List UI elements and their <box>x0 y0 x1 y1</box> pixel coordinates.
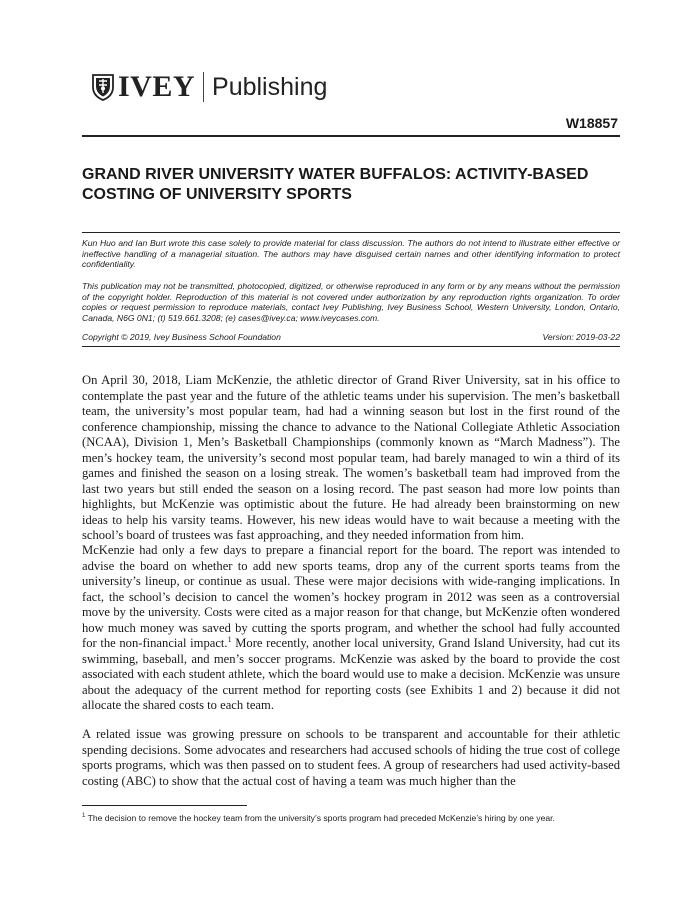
header-rule <box>82 135 620 137</box>
brand-name: IVEY <box>118 70 196 103</box>
logo-divider <box>203 72 204 102</box>
version-text: Version: 2019-03-22 <box>542 332 620 342</box>
footnote <box>82 813 622 823</box>
ivey-publishing-logo <box>92 70 327 104</box>
body-paragraph-3: A related issue was growing pressure on schools to be transparent and accountable for their athletic spending decisions. Some advocates and researchers had accused schools of hiding the true cost of college sports programs, which was then passed on to student fees. A group of researchers had used activity-based costing (ABC) to show that the actual cost of having a team was much higher than the <box>82 727 620 788</box>
disclaimer-bottom-rule <box>82 346 620 347</box>
body-paragraph-1: On April 30, 2018, Liam McKenzie, the athletic director of Grand River University, sat in his office to contemplate the past year and the future of the athletic teams under his supervision. The men’s basketball team, the university’s most popular team, had had a winning season but lost in the first round of the conference championship, missing the chance to advance to the National Collegiate Athletic Association (NCAA), Division 1, Men’s Basketball Championships (commonly known as “March Madness”). The men’s hockey team, the university’s second most popular team, had barely managed to win a third of its games and finished the season on a losing streak. The women’s basketball team had improved from the last two years but still ended the season on a losing record. The past season had more low points than highlights, but McKenzie was optimistic about the future. He had already been brainstorming on new ideas to help his varsity teams. However, his new ideas would have to wait because a meeting with the school’s board of trustees was fast approaching, and they needed information from him. <box>82 373 620 542</box>
disclaimer-top-rule <box>82 232 620 233</box>
permissions-notice: This publication may not be transmitted, photocopied, digitized, or otherwise reproduced in any form or by any means without the permission of the copyright holder. Reproduction of this material is not covered under authorization by any reproduction rights organization. To order copies or request permission to reproduce materials, contact Ivey Publishing, Ivey Business School, Western University, London, Ontario, Canada, N6G 0N1; (t) 519.661.3208; (e) cases@ivey.ca; www.iveycases.com. <box>82 281 620 323</box>
body-paragraph-2-part-b: More recently, another local university, Grand Island University, had cut its swimming, baseball, and men’s soccer programs. McKenzie was asked by the board to provide the cost associated with each student athlete, which the board would use to make a decision. McKenzie was unsure about the adequacy of the current method for reporting costs (see Exhibits 1 and 2) because it did not allocate the shared costs to each team. <box>82 636 620 712</box>
case-title: GRAND RIVER UNIVERSITY WATER BUFFALOS: ACTIVITY-BASED COSTING OF UNIVERSITY SPORTS <box>82 166 589 203</box>
publisher-name: Publishing <box>212 72 328 101</box>
footnote-reference[interactable]: 1 <box>227 634 232 644</box>
body-paragraph-2-part-a: McKenzie had only a few days to prepare a financial report for the board. The report was intended to advise the board on whether to add new sports teams, drop any of the current sports teams from the university’s lineup, or continue as usual. These were major decisions with wide-ranging implications. In fact, the school’s decision to cancel the women’s hockey program in 2012 was seen as a controversial move by the university. Costs were cited as a major reason for that change, but McKenzie often wondered how much money was saved by cutting the sports program, and whether the school had fully accounted for the non-financial impact. <box>82 543 620 650</box>
footnote-marker: 1 <box>82 813 86 820</box>
copyright-row <box>82 332 620 342</box>
footnote-text: The decision to remove the hockey team from the university’s sports program had preceded McKenzie’s hiring by one year. <box>85 813 555 823</box>
copyright-text: Copyright © 2019, Ivey Business School Foundation <box>82 332 281 342</box>
footnote-rule <box>82 805 247 806</box>
ivey-shield-icon <box>92 73 114 101</box>
case-number: W18857 <box>565 115 618 131</box>
body-paragraph-2 <box>82 543 620 714</box>
authors-disclaimer: Kun Huo and Ian Burt wrote this case solely to provide material for class discussion. The authors do not intend to illustrate either effective or ineffective handling of a managerial situation. The authors may have disguised certain names and other identifying information to protect confidentiality. <box>82 238 620 270</box>
